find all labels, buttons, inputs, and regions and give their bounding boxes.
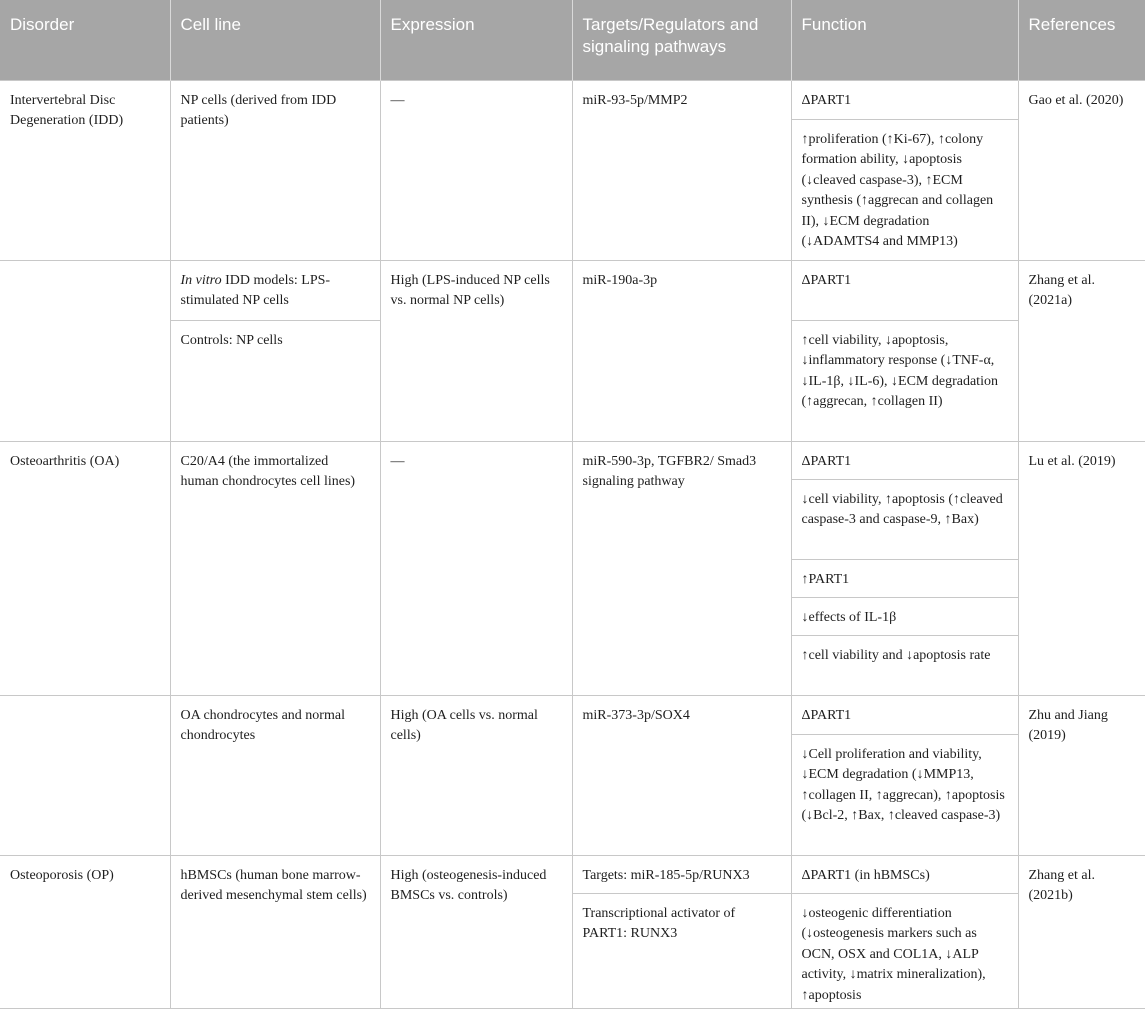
function-cell: ΔPART1 [791, 80, 1018, 119]
function-cell: ↑cell viability and ↓apoptosis rate [791, 635, 1018, 695]
table-row [0, 441, 1145, 479]
function-cell: ↑cell viability, ↓apoptosis, ↓inflammatory response (↓TNF-α, ↓IL-1β, ↓IL-6), ↓ECM degradation (↑aggrecan, ↑collagen II) [791, 320, 1018, 441]
disorder-cell: Osteoporosis (OP) [0, 855, 170, 1008]
expression-cell: — [380, 80, 572, 260]
cell-line-cell: Controls: NP cells [170, 320, 380, 441]
function-cell: ↑PART1 [791, 559, 1018, 597]
cell-line-cell: NP cells (derived from IDD patients) [170, 80, 380, 260]
cell-line-cell: hBMSCs (human bone marrow-derived mesenchymal stem cells) [170, 855, 380, 1008]
targets-cell: miR-373-3p/SOX4 [572, 695, 791, 855]
header-references: References [1018, 0, 1145, 80]
italic-text: In vitro [180, 272, 222, 288]
table-row [0, 855, 1145, 893]
cell-line-cell [170, 260, 380, 320]
cell-line-text: IDD models: LPS-stimulated NP cells [180, 272, 331, 308]
function-cell: ↑proliferation (↑Ki-67), ↑colony formation ability, ↓apoptosis (↓cleaved caspase-3), ↑ECM synthesis (↑aggrecan and collagen II), ↓ECM degradation (↓ADAMTS4 and MMP13) [791, 119, 1018, 260]
function-cell: ΔPART1 [791, 695, 1018, 734]
table-row [0, 695, 1145, 734]
header-expression: Expression [380, 0, 572, 80]
targets-cell: miR-93-5p/MMP2 [572, 80, 791, 260]
reference-cell: Gao et al. (2020) [1018, 80, 1145, 260]
reference-cell: Zhang et al. (2021b) [1018, 855, 1145, 1008]
function-cell: ΔPART1 (in hBMSCs) [791, 855, 1018, 893]
reference-cell: Zhang et al. (2021a) [1018, 260, 1145, 441]
targets-cell: miR-190a-3p [572, 260, 791, 441]
header-cell-line: Cell line [170, 0, 380, 80]
header-disorder: Disorder [0, 0, 170, 80]
function-cell: ↓Cell proliferation and viability, ↓ECM degradation (↓MMP13, ↑collagen II, ↑aggrecan), ↑apoptosis (↓Bcl-2, ↑Bax, ↑cleaved caspase-3) [791, 734, 1018, 855]
disorder-cell: Intervertebral Disc Degeneration (IDD) [0, 80, 170, 260]
disorder-cell [0, 695, 170, 855]
table-row [0, 80, 1145, 119]
cell-line-cell: C20/A4 (the immortalized human chondrocytes cell lines) [170, 441, 380, 695]
reference-cell: Lu et al. (2019) [1018, 441, 1145, 695]
targets-cell: miR-590-3p, TGFBR2/ Smad3 signaling pathway [572, 441, 791, 695]
expression-cell: High (OA cells vs. normal cells) [380, 695, 572, 855]
expression-cell: — [380, 441, 572, 695]
targets-cell: Targets: miR-185-5p/RUNX3 [572, 855, 791, 893]
targets-cell: Transcriptional activator of PART1: RUNX3 [572, 893, 791, 1008]
header-row [0, 0, 1145, 80]
table-row [0, 260, 1145, 320]
expression-cell: High (LPS-induced NP cells vs. normal NP cells) [380, 260, 572, 441]
header-function: Function [791, 0, 1018, 80]
disorder-cell: Osteoarthritis (OA) [0, 441, 170, 695]
function-cell: ↓effects of IL-1β [791, 597, 1018, 635]
header-targets: Targets/Regulators and signaling pathways [572, 0, 791, 80]
cell-line-cell: OA chondrocytes and normal chondrocytes [170, 695, 380, 855]
reference-cell: Zhu and Jiang (2019) [1018, 695, 1145, 855]
function-cell: ΔPART1 [791, 441, 1018, 479]
disorder-cell [0, 260, 170, 441]
function-cell: ↓cell viability, ↑apoptosis (↑cleaved caspase-3 and caspase-9, ↑Bax) [791, 479, 1018, 559]
function-cell: ↓osteogenic differentiation (↓osteogenesis markers such as OCN, OSX and COL1A, ↓ALP activity, ↓matrix mineralization), ↑apoptosis [791, 893, 1018, 1008]
function-cell: ΔPART1 [791, 260, 1018, 320]
expression-cell: High (osteogenesis-induced BMSCs vs. controls) [380, 855, 572, 1008]
